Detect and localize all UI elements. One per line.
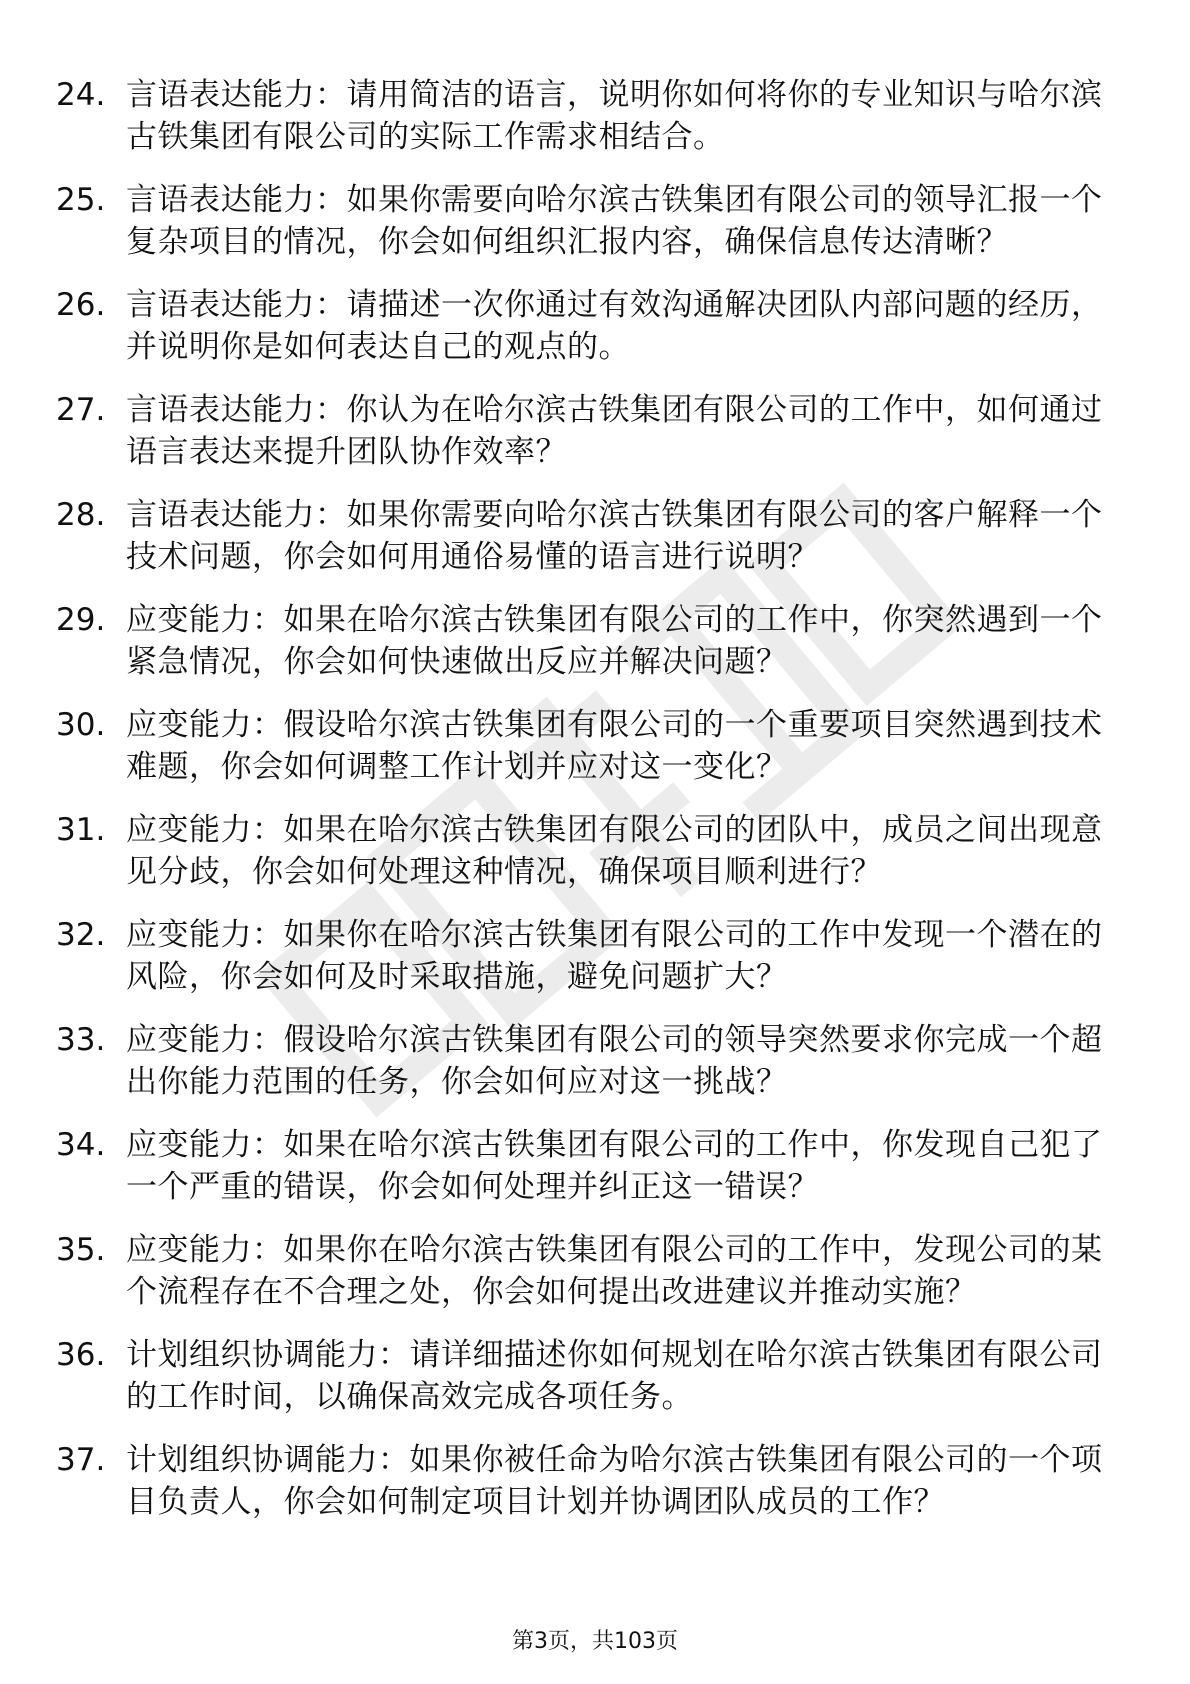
question-number: 25. [56, 182, 106, 218]
question-number: 32. [56, 917, 106, 953]
question-text: 应变能力：如果在哈尔滨古铁集团有限公司的工作中，你突然遇到一个紧急情况，你会如何快速做出反应并解决问题？ [126, 602, 1103, 680]
question-number: 29. [56, 602, 106, 638]
question-text: 应变能力：假设哈尔滨古铁集团有限公司的领导突然要求你完成一个超出你能力范围的任务，你会如何应对这一挑战？ [126, 1022, 1103, 1100]
question-text: 应变能力：如果在哈尔滨古铁集团有限公司的工作中，你发现自己犯了一个严重的错误，你会如何处理并纠正这一错误？ [126, 1127, 1103, 1205]
question-item [56, 74, 1116, 158]
question-item [56, 809, 1116, 893]
question-item [56, 599, 1116, 683]
page-number-label: 第3页，共103页 [512, 1629, 678, 1654]
question-text: 应变能力：如果你在哈尔滨古铁集团有限公司的工作中发现一个潜在的风险，你会如何及时采取措施，避免问题扩大？ [126, 917, 1103, 995]
question-item [56, 494, 1116, 578]
question-text: 言语表达能力：请用简洁的语言，说明你如何将你的专业知识与哈尔滨古铁集团有限公司的实际工作需求相结合。 [126, 77, 1103, 155]
question-text: 言语表达能力：如果你需要向哈尔滨古铁集团有限公司的领导汇报一个复杂项目的情况，你会如何组织汇报内容，确保信息传达清晰？ [126, 182, 1103, 260]
question-item [56, 1334, 1116, 1418]
question-item [56, 914, 1116, 998]
question-item [56, 1124, 1116, 1208]
page-footer [0, 1628, 1190, 1656]
question-number: 33. [56, 1022, 106, 1058]
question-item [56, 1439, 1116, 1523]
question-number: 34. [56, 1127, 106, 1163]
question-item [56, 704, 1116, 788]
question-item [56, 389, 1116, 473]
question-number: 36. [56, 1337, 106, 1373]
question-list [56, 74, 1116, 1544]
question-number: 26. [56, 287, 106, 323]
question-item [56, 284, 1116, 368]
question-number: 35. [56, 1232, 106, 1268]
question-text: 计划组织协调能力：如果你被任命为哈尔滨古铁集团有限公司的一个项目负责人，你会如何制定项目计划并协调团队成员的工作？ [126, 1442, 1103, 1520]
question-text: 言语表达能力：如果你需要向哈尔滨古铁集团有限公司的客户解释一个技术问题，你会如何用通俗易懂的语言进行说明？ [126, 497, 1103, 575]
question-text: 言语表达能力：你认为在哈尔滨古铁集团有限公司的工作中，如何通过语言表达来提升团队协作效率？ [126, 392, 1103, 470]
question-number: 24. [56, 77, 106, 113]
question-item [56, 1229, 1116, 1313]
question-number: 27. [56, 392, 106, 428]
question-item [56, 179, 1116, 263]
question-number: 37. [56, 1442, 106, 1478]
question-text: 计划组织协调能力：请详细描述你如何规划在哈尔滨古铁集团有限公司的工作时间，以确保高效完成各项任务。 [126, 1337, 1103, 1415]
question-text: 应变能力：如果你在哈尔滨古铁集团有限公司的工作中，发现公司的某个流程存在不合理之处，你会如何提出改进建议并推动实施？ [126, 1232, 1103, 1310]
question-text: 应变能力：假设哈尔滨古铁集团有限公司的一个重要项目突然遇到技术难题，你会如何调整工作计划并应对这一变化？ [126, 707, 1103, 785]
question-text: 应变能力：如果在哈尔滨古铁集团有限公司的团队中，成员之间出现意见分歧，你会如何处理这种情况，确保项目顺利进行？ [126, 812, 1103, 890]
question-text: 言语表达能力：请描述一次你通过有效沟通解决团队内部问题的经历，并说明你是如何表达自己的观点的。 [126, 287, 1103, 365]
question-item [56, 1019, 1116, 1103]
question-number: 28. [56, 497, 106, 533]
question-number: 30. [56, 707, 106, 743]
question-number: 31. [56, 812, 106, 848]
